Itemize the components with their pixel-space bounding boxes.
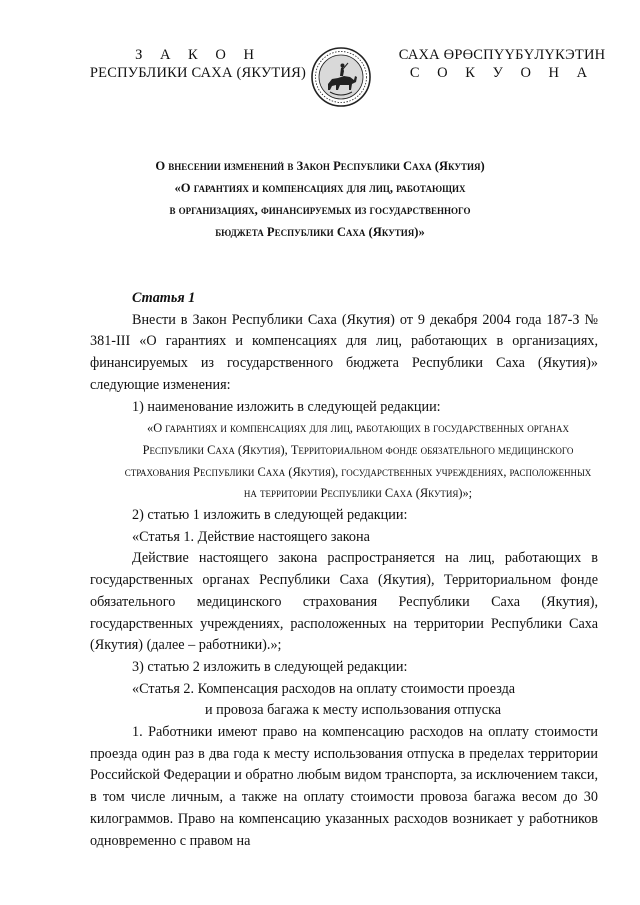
header-right <box>392 46 612 82</box>
header-left <box>88 46 308 82</box>
article-1-heading: Статья 1 <box>132 290 196 306</box>
title-line1: О внесении изменений в Закон Республики Саха (Якутия) <box>155 159 485 173</box>
republic-sakha-emblem-icon <box>310 46 372 108</box>
item-3-heading-line2: и провоза багажа к месту использования отпуска <box>205 702 502 719</box>
item-2-heading: «Статья 1. Действие настоящего закона <box>132 528 370 545</box>
article-intro: Внести в Закон Республики Саха (Якутия) от 9 декабря 2004 года 187-З № 381-III «О гарантиях и компенсациях для лиц, работающих в организациях, финансируемых из государственного бюджета Республики Саха (Якутия)» следующие изменения: <box>90 311 598 393</box>
header-right-line1: САХА ӨРӨСПҮҮБҮЛҮКЭТИН <box>398 47 606 63</box>
item-1-text: «О гарантиях и компенсациях для лиц, работающих в государственных органах Республики Саха (Якутия), Территориальном фонде обязательного медицинского страхования Республики Саха (Якутия), государственных учреждениях, расположенных на территории Республики Саха (Якутия)»; <box>124 421 592 501</box>
title-line3: в организациях, финансируемых из государственного <box>169 203 471 217</box>
item-3: 3) статью 2 изложить в следующей редакции: <box>132 658 408 675</box>
item-3-text: 1. Работники имеют право на компенсацию расходов на оплату стоимости проезда один раз в два года к месту использования отпуска в пределах территории Российской Федерации и обратно любым видом транспорта, за исключением такси, в том числе личным, а также на оплату стоимости провоза багажа весом до 30 килограммов. Право на компенсацию указанных расходов возникает у работников одновременно с правом на <box>90 724 598 849</box>
item-1: 1) наименование изложить в следующей редакции: <box>132 398 441 415</box>
item-2-text: Действие настоящего закона распространяется на лиц, работающих в государственных органах Республики Саха (Якутия), Территориальном фонде обязательного медицинского страхования Республики Саха (Якутия), государственных учреждениях, расположенных на территории Республики Саха (Якутия) (далее – работники).»; <box>90 550 598 654</box>
item-3-heading-line1: «Статья 2. Компенсация расходов на оплату стоимости проезда <box>132 680 516 697</box>
header-right-line2: С О К У О Н А <box>409 65 595 81</box>
item-2: 2) статью 1 изложить в следующей редакции: <box>132 507 408 524</box>
document-title <box>90 155 550 243</box>
header-left-line1: З А К О Н <box>135 47 261 63</box>
title-line2: «О гарантиях и компенсациях для лиц, работающих <box>174 181 466 195</box>
document-body <box>90 288 598 852</box>
title-line4: бюджета Республики Саха (Якутия)» <box>215 225 425 239</box>
header-left-line2: РЕСПУБЛИКИ САХА (ЯКУТИЯ) <box>89 65 307 81</box>
